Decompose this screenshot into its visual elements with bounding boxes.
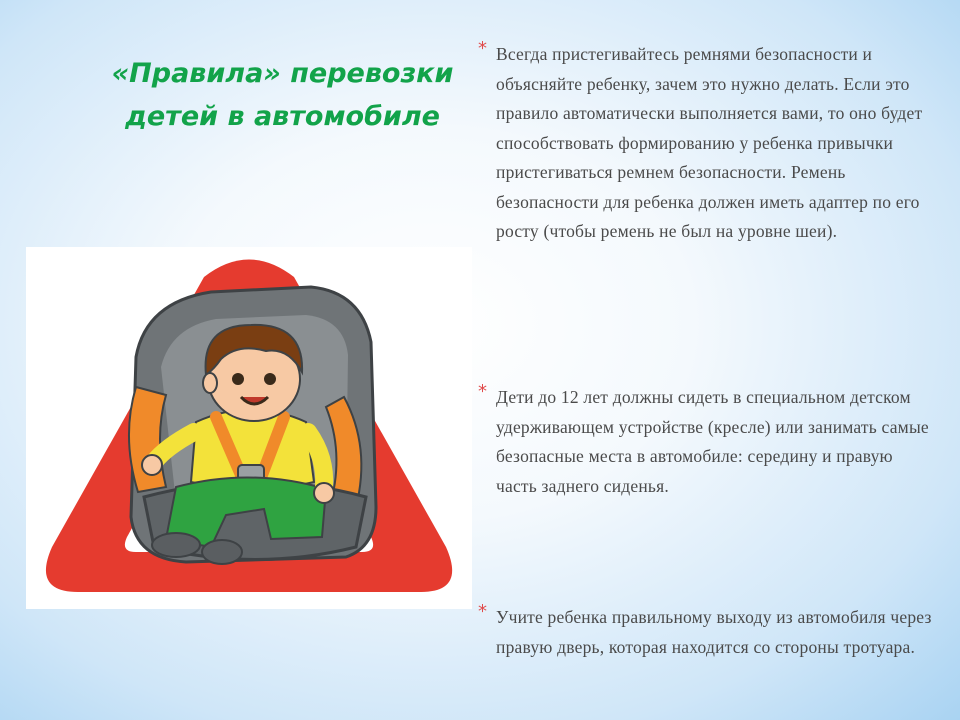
child-left-hand: [142, 455, 162, 475]
bullet-star-icon: *: [478, 381, 487, 402]
list-item: [478, 40, 938, 247]
child-right-hand: [314, 483, 334, 503]
rule-text: Дети до 12 лет должны сидеть в специальном детском удерживающем устройстве (кресле) или занимать самые безопасные места в автомобиле: середину и правую часть заднего сиденья.: [496, 387, 929, 496]
rule-text: Учите ребенка правильному выходу из автомобиля через правую дверь, которая находится со стороны тротуара.: [496, 607, 932, 657]
child-car-seat-illustration: [26, 247, 472, 609]
child-left-shoe: [152, 533, 200, 557]
car-seat-left-wing: [129, 387, 166, 492]
bullet-star-icon: *: [478, 38, 487, 59]
bullet-star-icon: *: [478, 601, 487, 622]
rule-text: Всегда пристегивайтесь ремнями безопасности и объясняйте ребенку, зачем это нужно делать. Если это правило автоматически выполняется вами, то оно будет способствовать формированию у ребенка привычки пристегиваться ремнем безопасности. Ремень безопасности для ребенка должен иметь адаптер по его росту (чтобы ремень не был на уровне шеи).: [496, 44, 923, 241]
child-right-shoe: [202, 540, 242, 564]
child-ear: [203, 373, 217, 393]
list-item: [478, 383, 938, 501]
child-car-seat-svg: [26, 247, 472, 609]
list-item: [478, 603, 938, 662]
child-left-eye: [232, 373, 244, 385]
slide-title: «Правила» перевозки детей в автомобиле: [111, 58, 454, 132]
child-right-eye: [264, 373, 276, 385]
